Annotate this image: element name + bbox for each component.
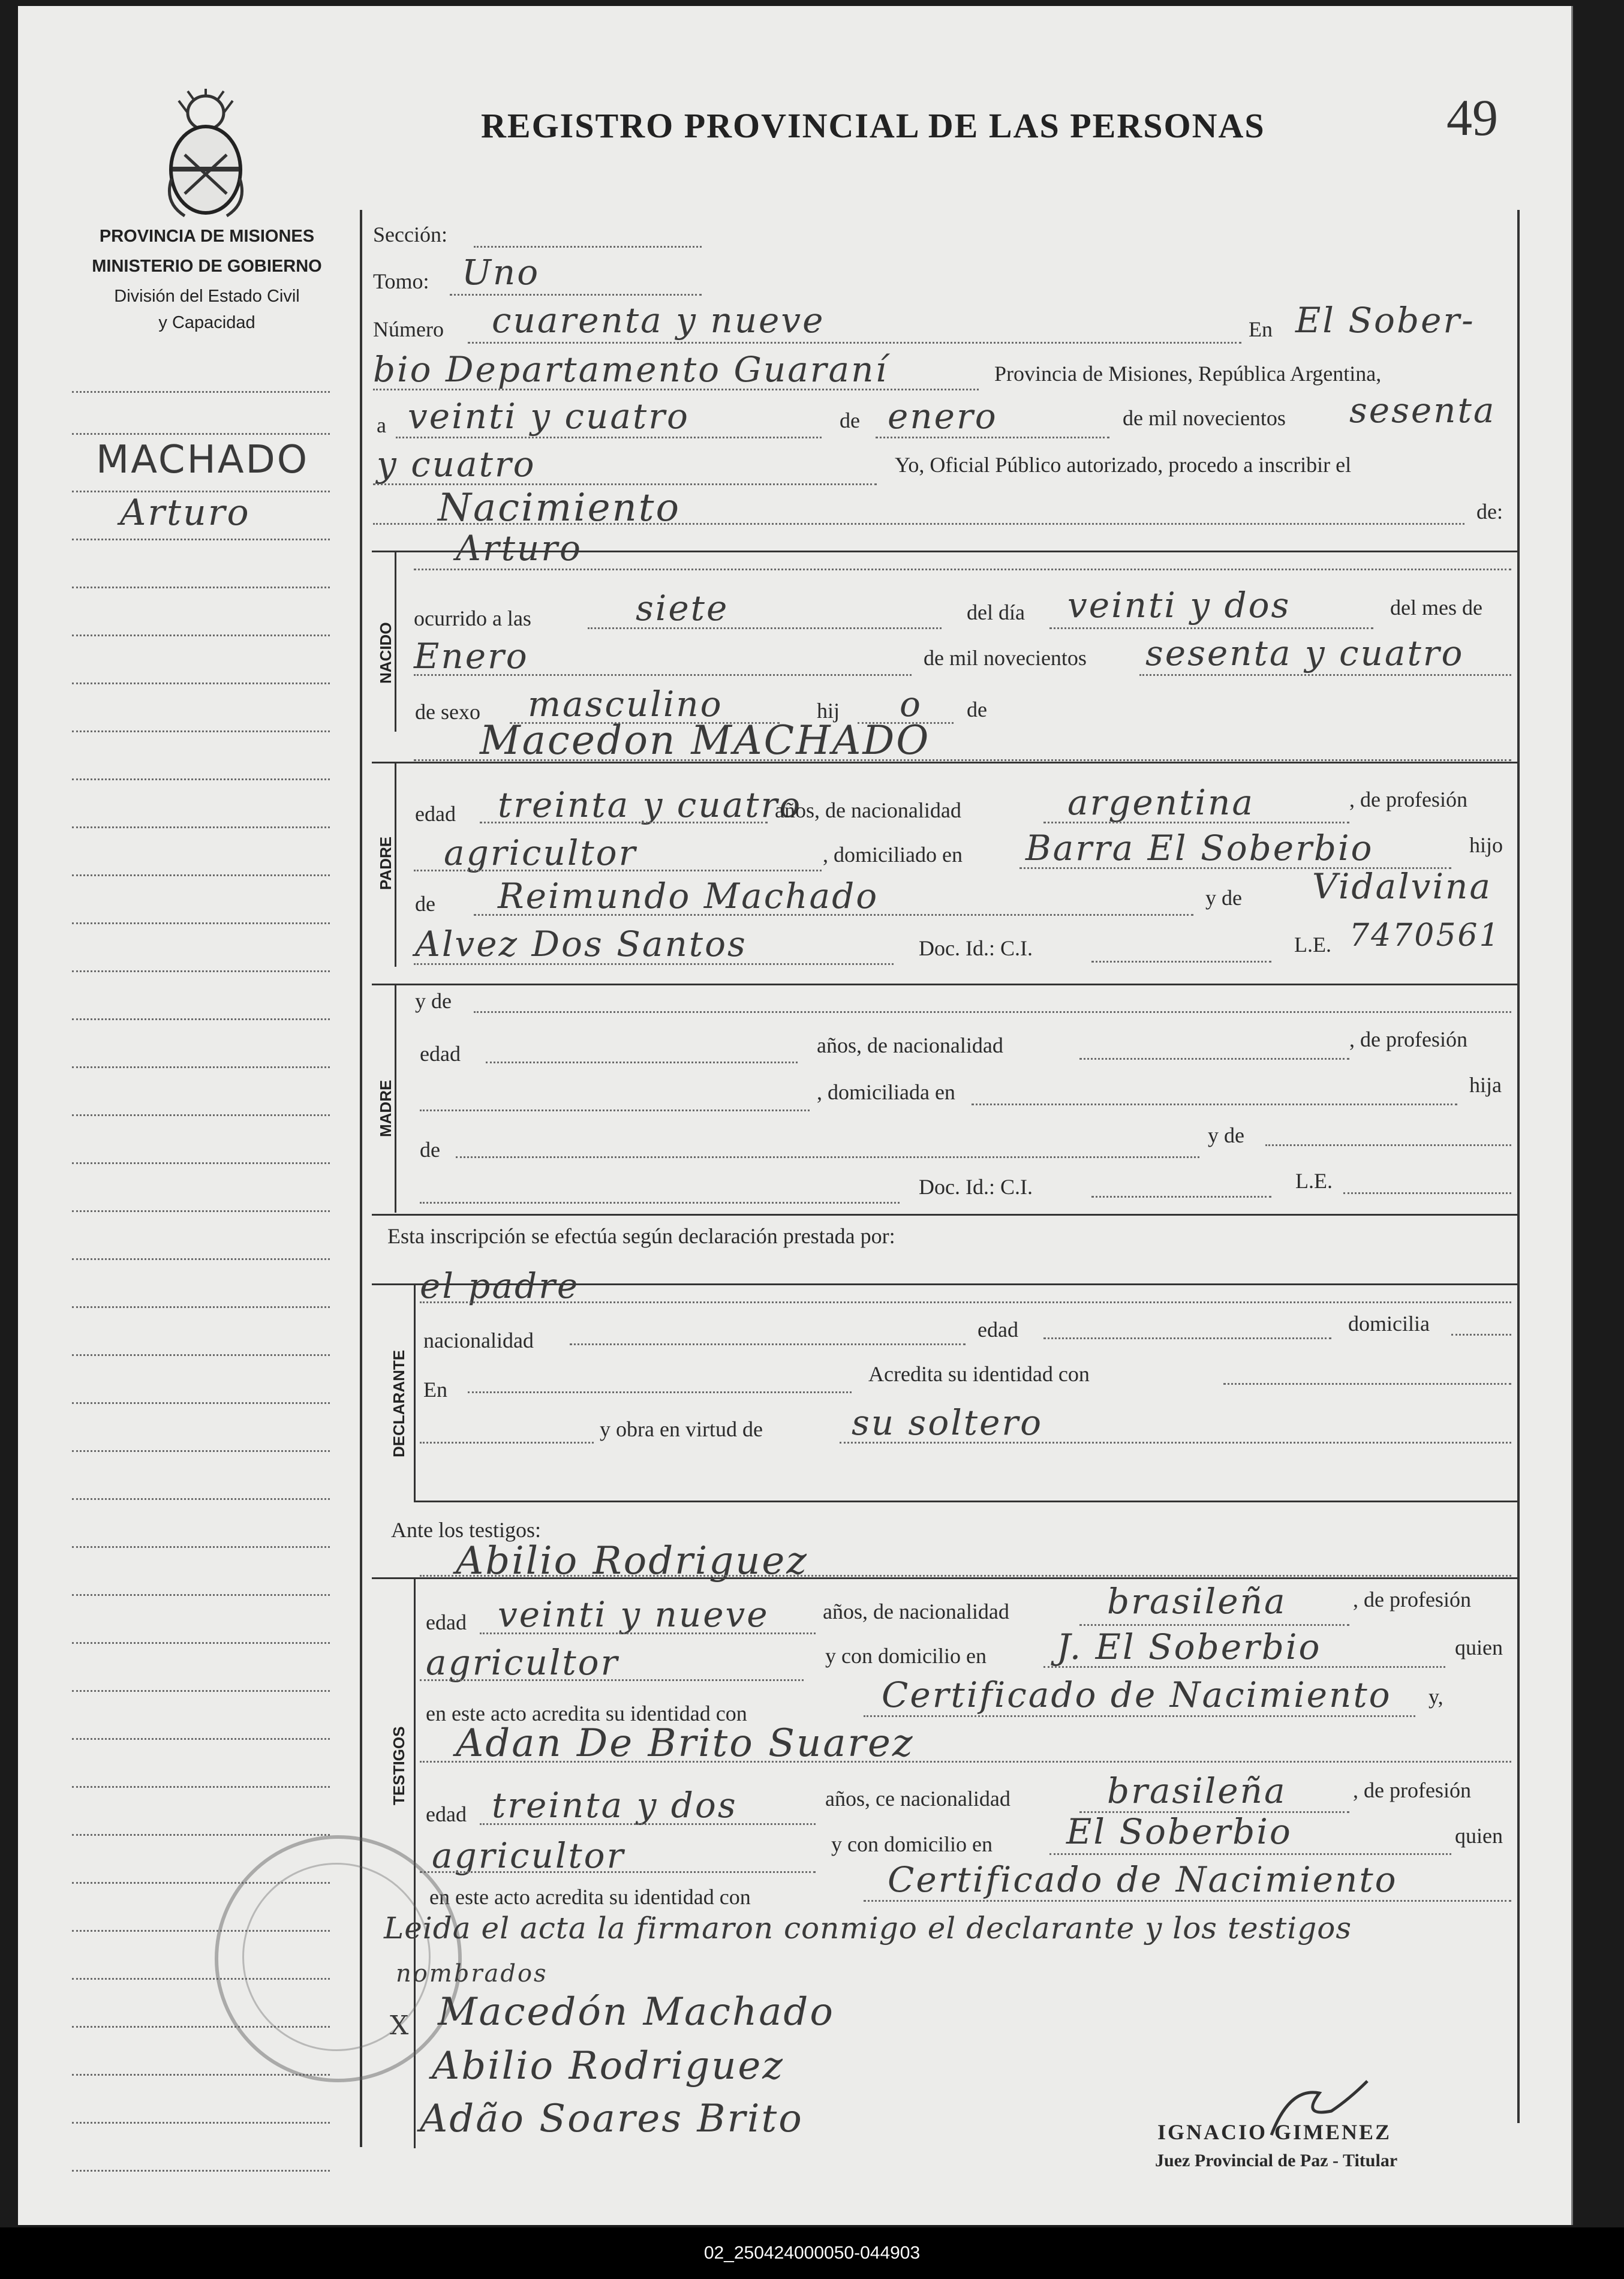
padre-de-label: de (415, 892, 435, 916)
del-dia-label: del día (967, 600, 1025, 624)
mes-inscripcion-value: enero (888, 396, 998, 437)
numero-label: Número (373, 317, 444, 341)
closing-line-2: nombrados (396, 1960, 548, 1988)
seccion-label: Sección: (373, 223, 447, 246)
anio-2-value: y cuatro (377, 444, 536, 485)
closing-line-1: Leida el acta la firmaron conmigo el declarante y los testigos (384, 1911, 1352, 1946)
testigo2-domicilio-label: y con domicilio en (831, 1832, 993, 1856)
hij-suffix-value: o (900, 684, 922, 724)
scan-footer-code: 02_250424000050-044903 (0, 2227, 1624, 2279)
madre-edad-label: edad (420, 1042, 461, 1066)
page-title: REGISTRO PROVINCIAL DE LAS PERSONAS (481, 106, 1265, 145)
testigo2-acto-label: en este acto acredita su identidad con (429, 1885, 751, 1909)
testigo1-edad-value: veinti y nueve (498, 1594, 769, 1635)
lugar-1-value: El Sober- (1295, 300, 1475, 341)
ocurrido-label: ocurrido a las (414, 606, 531, 630)
coat-of-arms-icon (161, 89, 251, 221)
madre-profesion-label: , de profesión (1349, 1027, 1467, 1051)
testigo1-domicilio-value: J. El Soberbio (1057, 1626, 1322, 1667)
domicilia-label: domicilia (1348, 1312, 1430, 1336)
en-label: En (1249, 317, 1273, 341)
testigo2-anos-label: años, ce nacionalidad (825, 1787, 1011, 1811)
madre-label: MADRE (377, 1080, 395, 1137)
signature-mark: X (390, 2010, 411, 2041)
nombre-value: Arturo (456, 528, 582, 569)
hijo-label: hijo (1469, 833, 1503, 857)
signature-father: Macedón Machado (438, 1990, 835, 2034)
madre-y-de-label: y de (415, 989, 452, 1013)
lugar-2-value: bio Departamento Guaraní (373, 349, 888, 390)
tomo-value: Uno (462, 252, 540, 293)
acto-value: Nacimiento (438, 486, 681, 530)
testigo1-acto-label: en este acto acredita su identidad con (426, 1701, 747, 1725)
declarante-bottom-rule (414, 1501, 1518, 1502)
de-mil-label-2: de mil novecientos (924, 646, 1087, 670)
numero-value: cuarenta y nueve (492, 300, 825, 341)
padre-y-de-label: y de (1205, 886, 1242, 910)
declarante-en-label: En (423, 1378, 447, 1402)
de-label-1: de (840, 408, 860, 432)
dia-inscripcion-value: veinti y cuatro (408, 396, 690, 437)
mes-nac-value: Enero (414, 636, 529, 677)
testigo1-anos-label: años, de nacionalidad (823, 1599, 1009, 1623)
domiciliado-label: , domiciliado en (823, 843, 963, 867)
testigo1-documento-value: Certificado de Nacimiento (882, 1674, 1392, 1715)
padre-domicilio-value: Barra El Soberbio (1025, 828, 1374, 868)
testigo1-nacionalidad-value: brasileña (1107, 1581, 1287, 1622)
division-heading: División del Estado Civil (114, 287, 300, 306)
testigo2-profesion-label: , de profesión (1353, 1778, 1471, 1802)
yo-oficial-label: Yo, Oficial Público autorizado, procedo a inscribir el (895, 453, 1352, 477)
registry-seal-stamp (215, 1835, 462, 2082)
obra-value: su soltero (852, 1402, 1043, 1443)
padre-label: PADRE (377, 836, 395, 890)
dia-nac-value: veinti y dos (1067, 585, 1291, 626)
de-sexo-label: de sexo (415, 700, 480, 724)
testigo2-nacionalidad-value: brasileña (1107, 1770, 1287, 1811)
padre-doc-label: Doc. Id.: C.I. (919, 936, 1033, 960)
abuela-1-value: Vidalvina (1312, 866, 1492, 907)
anio-1-value: sesenta (1349, 390, 1496, 431)
declarante-divider (372, 1214, 1518, 1216)
testigo2-edad-label: edad (426, 1802, 467, 1826)
margin-surname: MACHADO (96, 438, 309, 482)
testigo1-quien-label: quien (1455, 1635, 1503, 1659)
nacido-label: NACIDO (377, 622, 395, 684)
testigo2-documento-value: Certificado de Nacimiento (888, 1859, 1398, 1900)
padre-edad-label: edad (415, 802, 456, 826)
ministry-heading: MINISTERIO DE GOBIERNO (92, 257, 322, 276)
sexo-value: masculino (528, 684, 723, 724)
declarante-label: DECLARANTE (390, 1349, 408, 1457)
testigo2-profesion-value: agricultor (432, 1835, 625, 1876)
signature-witness-1: Abilio Rodriguez (432, 2044, 784, 2088)
declarante-nac-label: nacionalidad (423, 1328, 534, 1352)
a-label: a (377, 413, 386, 437)
testigo2-quien-label: quien (1455, 1824, 1503, 1848)
hija-label: hija (1469, 1073, 1502, 1097)
right-frame-rule (1517, 210, 1520, 2123)
hij-label: hij (817, 699, 840, 723)
signature-witness-2: Adão Soares Brito (420, 2097, 804, 2141)
capacity-heading: y Capacidad (158, 313, 255, 332)
domiciliada-label: , domiciliada en (817, 1080, 955, 1104)
madre-le-label: L.E. (1295, 1169, 1333, 1193)
official-title: Juez Provincial de Paz - Titular (1155, 2151, 1398, 2170)
testigo1-nombre-value: Abilio Rodriguez (456, 1539, 808, 1583)
padre-anos-label: años, de nacionalidad (775, 798, 961, 822)
madre-y-de-label-2: y de (1208, 1123, 1244, 1147)
testigo1-profesion-value: agricultor (426, 1642, 619, 1683)
madre-doc-label: Doc. Id.: C.I. (919, 1175, 1033, 1199)
ante-testigos-label: Ante los testigos: (391, 1518, 541, 1542)
testigo1-edad-label: edad (426, 1610, 467, 1634)
provincia-label: Provincia de Misiones, República Argentina, (994, 362, 1382, 386)
testigo2-nombre-value: Adan De Brito Suarez (456, 1721, 915, 1766)
province-heading: PROVINCIA DE MISIONES (99, 227, 315, 246)
declaracion-label: Esta inscripción se efectúa según declaración prestada por: (387, 1224, 895, 1248)
padre-profesion-value: agricultor (444, 832, 637, 873)
abuelo-value: Reimundo Machado (498, 876, 879, 916)
padre-le-label: L.E. (1294, 933, 1331, 957)
padre-le-value: 7470561 (1349, 918, 1501, 954)
testigo1-domicilio-label: y con domicilio en (825, 1644, 987, 1668)
declarante-value: el padre (420, 1265, 580, 1306)
acredita-label: Acredita su identidad con (868, 1362, 1090, 1386)
testigo2-edad-value: treinta y dos (492, 1785, 738, 1826)
madre-anos-label: años, de nacionalidad (817, 1033, 1003, 1057)
official-name: IGNACIO GIMENEZ (1157, 2120, 1392, 2144)
tomo-label: Tomo: (373, 269, 429, 293)
margin-given-name: Arturo (120, 492, 251, 534)
padre-nacionalidad-value: argentina (1067, 782, 1255, 823)
madre-top-rule (372, 984, 1518, 985)
padre-edad-value: treinta y cuatro (498, 784, 802, 825)
padre-profesion-label: , de profesión (1349, 787, 1467, 811)
declarante-edad-label: edad (978, 1318, 1018, 1342)
testigo1-profesion-label: , de profesión (1353, 1588, 1471, 1611)
hora-value: siete (636, 588, 729, 629)
del-mes-label: del mes de (1390, 596, 1482, 620)
declarante-side-rule (414, 1285, 416, 1501)
testigo2-domicilio-value: El Soberbio (1066, 1811, 1292, 1852)
anio-nac-value: sesenta y cuatro (1145, 633, 1464, 674)
de-colon-label: de: (1476, 500, 1503, 524)
madre-de-label: de (420, 1138, 440, 1162)
de-label-2: de (967, 697, 987, 721)
padre-nombre-value: Macedon MACHADO (480, 717, 931, 763)
obra-label: y obra en virtud de (600, 1417, 763, 1441)
de-mil-label-1: de mil novecientos (1123, 406, 1286, 430)
testigo1-y-label: y, (1428, 1685, 1443, 1709)
testigos-label: TESTIGOS (390, 1726, 408, 1805)
abuela-2-value: Alvez Dos Santos (415, 924, 747, 964)
page-number: 49 (1446, 89, 1498, 146)
